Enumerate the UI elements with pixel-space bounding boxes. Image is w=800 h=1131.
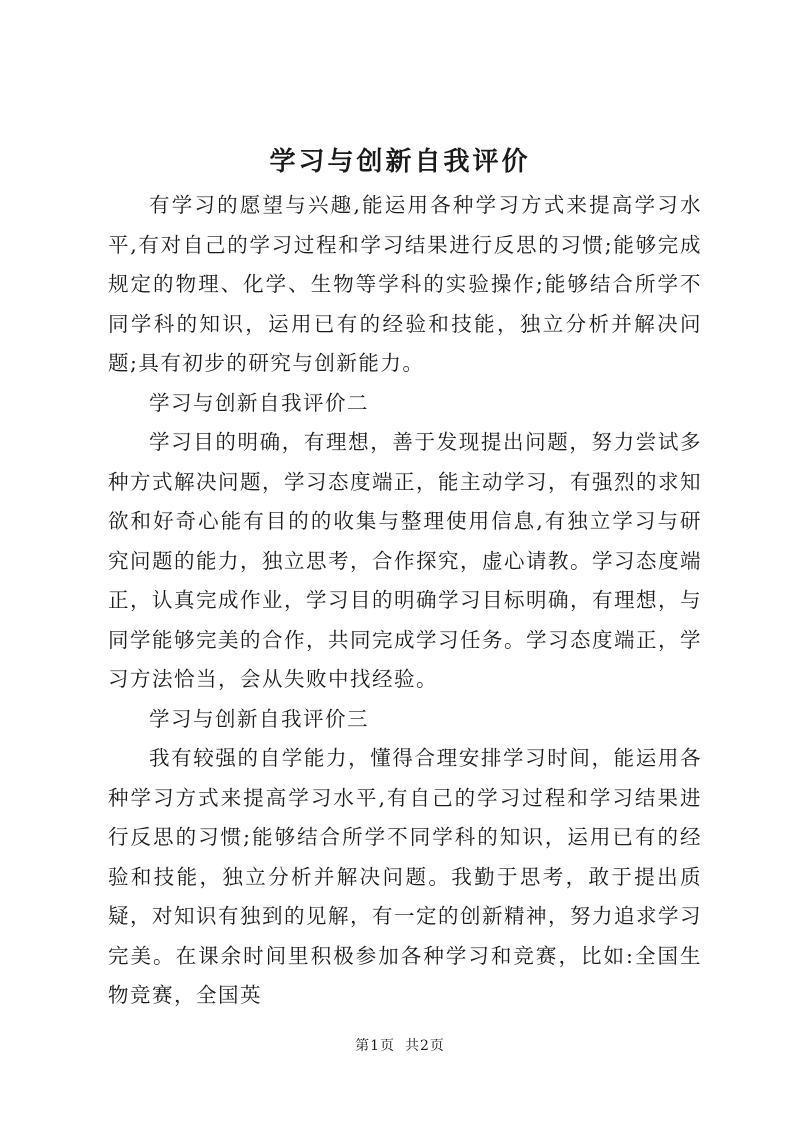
page-total: 共2页 — [405, 1038, 445, 1054]
document-title: 学习与创新自我评价 — [269, 147, 531, 177]
paragraph-3: 我有较强的自学能力，懂得合理安排学习时间，能运用各种学习方式来提高学习水平,有自己的学习过程和学习结果进行反思的习惯;能够结合所学不同学科的知识，运用已有的经验和技能，独立分析并解决问题。我勤于思考，敢于提出质疑，对知识有独到的见解，有一定的创新精神，努力追求学习完美。在课余时间里积极参加各种学习和竞赛，比如:全国生物竞赛，全国英 — [108, 746, 702, 1007]
page-number: 第1页 — [355, 1038, 395, 1054]
page-footer — [0, 1036, 800, 1056]
paragraph-1: 有学习的愿望与兴趣,能运用各种学习方式来提高学习水平,有对自己的学习过程和学习结果进行反思的习惯;能够完成规定的物理、化学、生物等学科的实验操作;能够结合所学不同学科的知识，运用已有的经验和技能，独立分析并解决问题;具有初步的研究与创新能力。 — [108, 193, 702, 375]
section-heading-2: 学习与创新自我评价二 — [149, 390, 369, 415]
paragraph-2: 学习目的明确，有理想，善于发现提出问题，努力尝试多种方式解决问题，学习态度端正，能主动学习，有强烈的求知欲和好奇心能有目的的收集与整理使用信息,有独立学习与研究问题的能力，独立思考，合作探究，虚心请教。学习态度端正，认真完成作业，学习目的明确学习目标明确，有理想，与同学能够完美的合作，共同完成学习任务。学习态度端正，学习方法恰当，会从失败中找经验。 — [108, 430, 702, 691]
document-body — [108, 186, 702, 1016]
section-heading-3: 学习与创新自我评价三 — [149, 706, 369, 731]
